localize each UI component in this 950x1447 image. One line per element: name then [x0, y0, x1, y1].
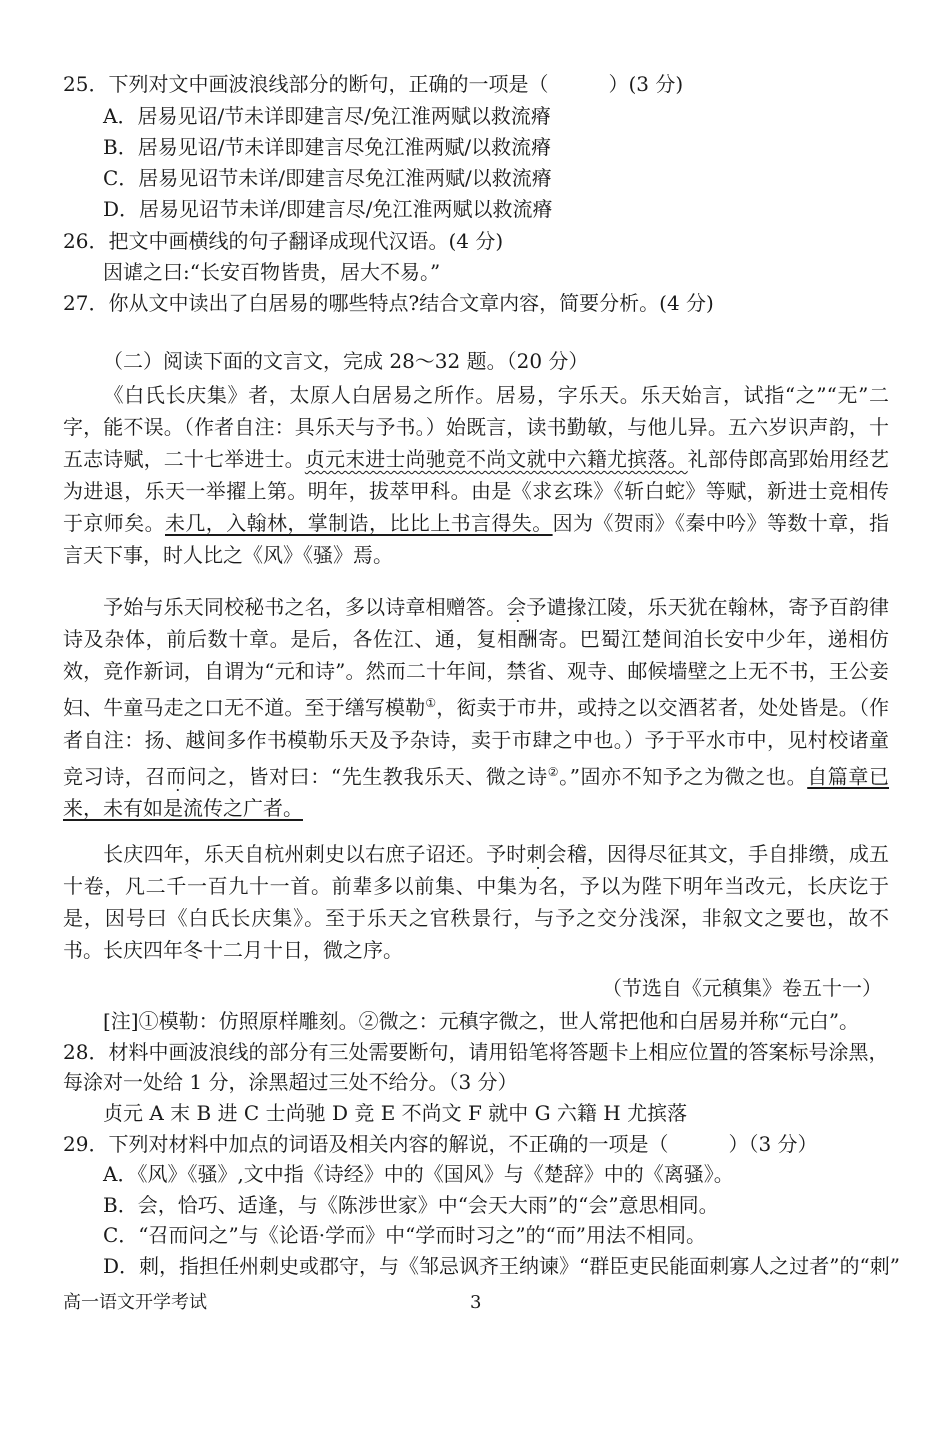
footnote-marker-2: ②	[547, 764, 560, 779]
q29-option-c: C．“召而问之”与《论语·学而》中“学而时习之”的“而”用法不相同。	[103, 1223, 707, 1247]
q29-option-a: A．《风》《骚》,文中指《诗经》中的《国风》与《楚辞》中的《离骚》。	[103, 1162, 734, 1186]
q28-stem-line-1: 28．材料中画波浪线的部分有三处需要断句，请用铅笔将答题卡上相应位置的答案标号涂黑，	[63, 1040, 889, 1064]
q29-option-d: D．刺，指担任州刺史或郡守，与《邹忌讽齐王纳谏》“群臣吏民能面刺寡人之过者”的“刺”	[103, 1254, 900, 1278]
passage-paragraph-2	[63, 591, 889, 824]
q28-marks: 贞元 A 末 B 进 C 士尚驰 D 竞 E 不尚文 F 就中 G 六籍 H 尤摈落	[103, 1101, 688, 1125]
p1-text-a: 《白氏长庆集》者，太原人白居易之所作。居易，字乐天。乐天始言，试指“之”“无”二字，能不误。（作者自注：具乐天与予书。）始既言，读书勤敏，与他儿异。五六岁识声韵，十五志诗赋，二十七举进士。	[63, 383, 889, 471]
q27-stem: 27．你从文中读出了白居易的哪些特点?结合文章内容，简要分析。(4 分)	[63, 291, 714, 315]
p2-text-d: 问之，皆对曰：“先生教我乐天、微之诗	[186, 764, 548, 789]
q28-stem-line-2: 每涂对一处给 1 分，涂黑超过三处不给分。（3 分）	[63, 1070, 518, 1094]
p2-text-c: ，衒卖于市井，或持之以交酒茗者，处处皆是。（作者自注：扬、越间多作书模勒乐天及予杂诗，卖于市肆之中也。）予于平水市中，见村校诸童竞习诗，召	[63, 695, 890, 789]
footnote-marker-1: ①	[425, 696, 437, 710]
passage-paragraph-1	[63, 379, 889, 571]
passage-source: （节选自《元稹集》卷五十一）	[602, 976, 882, 1000]
p2-text-e: 。”固亦不知予之为微之也。	[559, 764, 808, 789]
q25-option-a: A．居易见诏/节未详即建言尽/免江淮两赋以救流瘠	[103, 104, 551, 128]
q29-stem: 29．下列对材料中加点的词语及相关内容的解说，不正确的一项是（ ）（3 分）	[63, 1132, 818, 1156]
q26-stem: 26．把文中画横线的句子翻译成现代汉语。(4 分)	[63, 229, 504, 253]
passage-paragraph-3	[63, 838, 889, 966]
p1-text-b: 礼部侍郎高郢始用经艺为进退，乐天一举擢上第。明年，拔萃甲科。由是《求玄珠》《斩白蛇》等赋，新进士竞相传于京师矣。	[63, 447, 890, 535]
p1-text-c: 因为《贺雨》《秦中吟》等数十章，指言天下事，时人比之《风》《骚》焉。	[63, 511, 890, 567]
q26-sentence: 因谑之曰:“长安百物皆贵，居大不易。”	[103, 260, 441, 284]
p3-text-b: 会稽，因得尽征其文，手自排缵，成五十卷，凡二千一百九十一首。前辈多以前集、中集为名，予以为陛下明年当改元，长庆讫于是，因号曰《白氏长庆集》。至于乐天之官秩景行，与予之交分浅深，非叙文之要也，故不书。长庆四年冬十二月十日，微之序。	[63, 842, 890, 962]
q25-option-c: C．居易见诏节未详/即建言尽免江淮两赋/以救流瘠	[103, 166, 552, 190]
p2-dotted-er: 而	[166, 764, 187, 789]
q29-option-b: B．会，恰巧、适逢，与《陈涉世家》中“会天大雨”的“会”意思相同。	[103, 1193, 719, 1217]
q25-stem: 25．下列对文中画波浪线部分的断句，正确的一项是（ ）(3 分)	[63, 72, 684, 96]
section-heading: （二）阅读下面的文言文，完成 28～32 题。（20 分）	[103, 349, 589, 373]
p2-dotted-hui: 会	[506, 595, 527, 619]
q25-option-d: D．居易见诏节未详/即建言尽/免江淮两赋以救流瘠	[103, 197, 553, 221]
footer-page-number: 3	[470, 1292, 482, 1313]
p1-solid-underline: 未几，入翰林，掌制诰，比比上书言得失。	[165, 511, 553, 535]
p3-dotted-ci: 刺	[526, 842, 547, 866]
p2-text-a: 予始与乐天同校秘书之名，多以诗章相赠答。	[103, 595, 507, 619]
p2-solid-underline: 自篇章已来，未有如是流传之广者。	[63, 764, 890, 821]
footer-exam-name: 高一语文开学考试	[63, 1292, 207, 1313]
p3-text-a: 长庆四年，乐天自杭州刺史以右庶子诏还。予时	[103, 842, 527, 866]
p2-text-b: 予谴掾江陵，乐天犹在翰林，寄予百韵律诗及杂体，前后数十章。是后，各佐江、通，复相酬寄。巴蜀江楚间洎长安中少年，递相仿效，竞作新词，自谓为“元和诗”。然而二十年间，禁省、观寺、邮候墙壁之上无不书，王公妾妇、牛童马走之口无不道。至于缮写模勒	[63, 595, 890, 720]
passage-notes: [注]①模勒：仿照原样雕刻。②微之：元稹字微之，世人常把他和白居易并称“元白”。	[103, 1009, 860, 1033]
p1-wavy-underline: 贞元末进士尚驰竞不尚文就中六籍尤摈落。	[304, 447, 688, 471]
q25-option-b: B．居易见诏/节未详即建言尽免江淮两赋/以救流瘠	[103, 135, 552, 159]
